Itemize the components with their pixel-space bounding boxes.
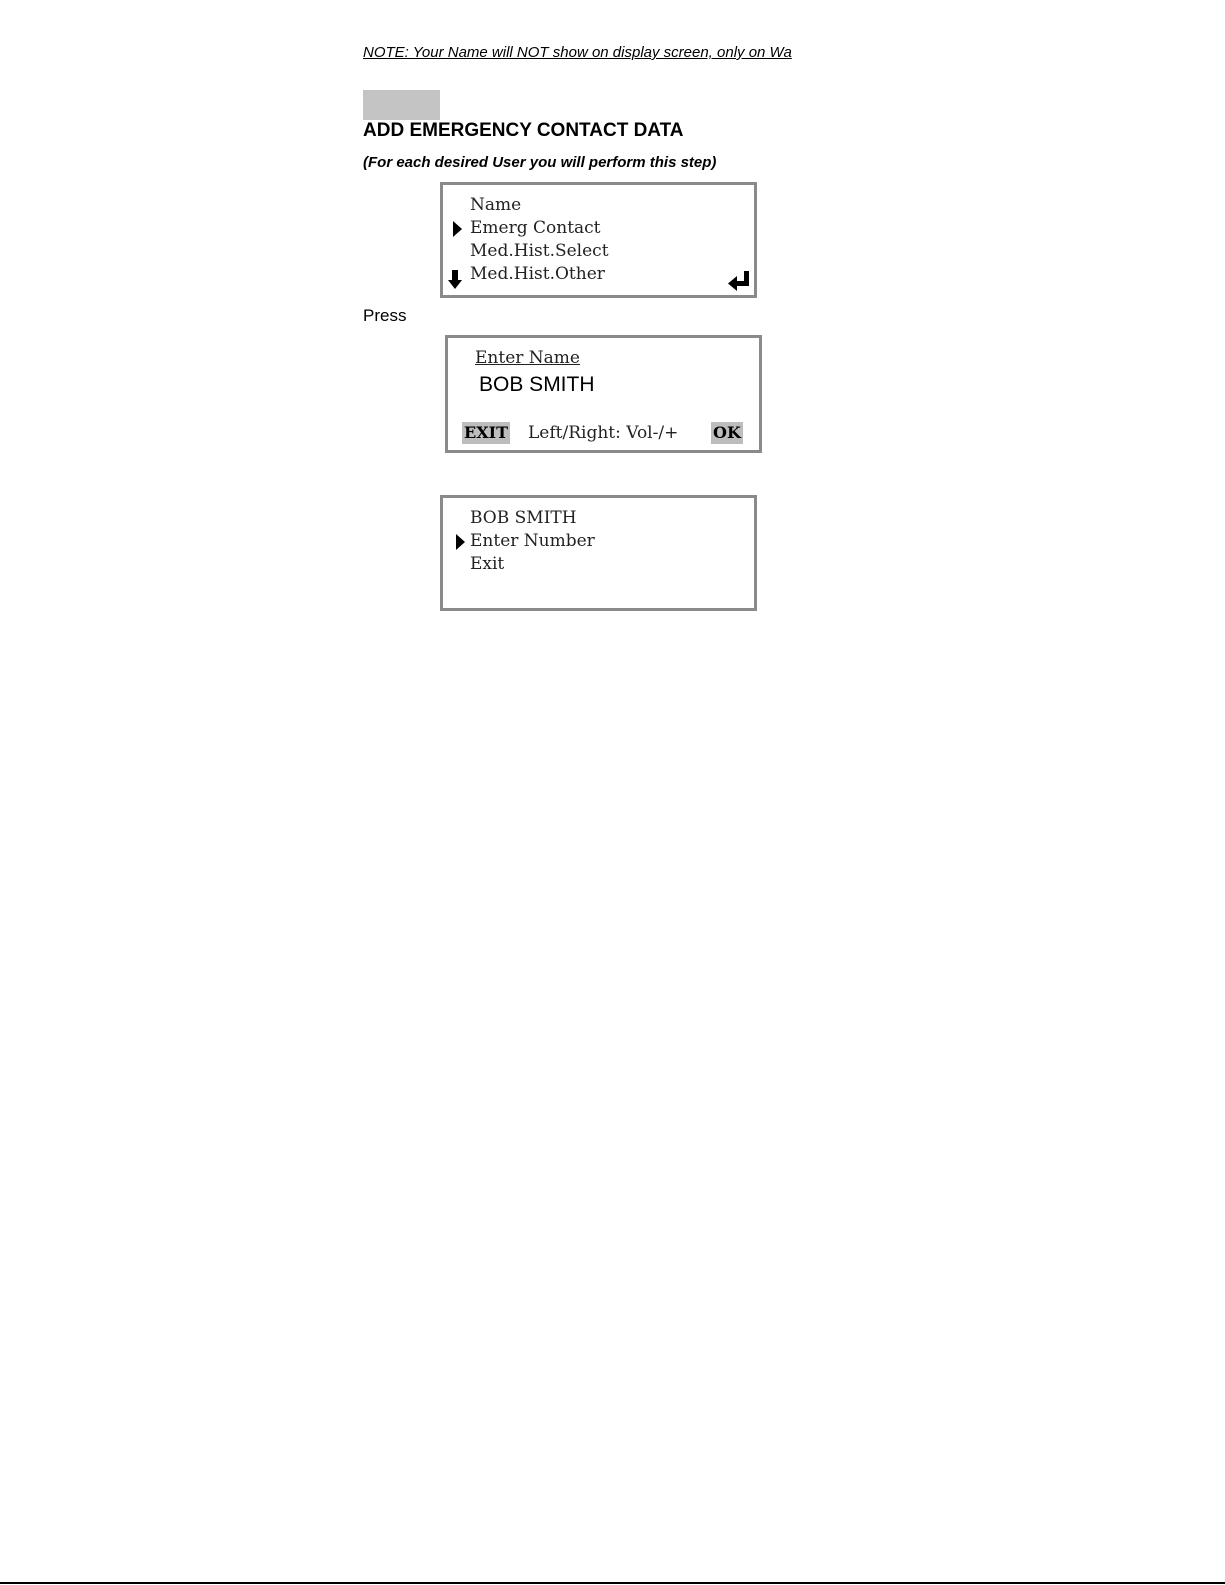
menu-item-exit[interactable]: Exit [470,554,505,574]
section-heading: ADD EMERGENCY CONTACT DATA [363,120,684,141]
volume-hint: Left/Right: Vol-/+ [528,423,679,443]
menu-item-enter-number[interactable]: Enter Number [470,531,595,551]
scroll-down-arrow-icon [448,270,462,290]
note-text: NOTE: Your Name will NOT show on display screen, only on Wa [363,44,792,61]
step-marker [363,90,440,120]
lcd-screen-menu [440,182,757,298]
ok-softkey[interactable]: OK [713,423,741,442]
lcd-screen-enter-name [445,335,762,453]
section-subheading: (For each desired User you will perform this step) [363,154,717,171]
menu-item-med-hist-other[interactable]: Med.Hist.Other [470,264,605,284]
press-instruction: Press [363,306,407,325]
name-entry-field[interactable]: BOB SMITH [479,373,595,396]
page-bottom-rule [0,1582,1225,1584]
exit-softkey[interactable]: EXIT [464,423,508,442]
menu-item-emerg-contact[interactable]: Emerg Contact [470,218,601,238]
menu-item-name[interactable]: Name [470,195,522,215]
contact-name-item[interactable]: BOB SMITH [470,508,577,528]
enter-return-icon [728,271,750,291]
enter-name-label: Enter Name [475,348,580,368]
menu-item-med-hist-select[interactable]: Med.Hist.Select [470,241,609,261]
selection-pointer-icon [453,221,462,237]
selection-pointer-icon [456,534,465,550]
lcd-screen-contact-menu [440,495,757,611]
